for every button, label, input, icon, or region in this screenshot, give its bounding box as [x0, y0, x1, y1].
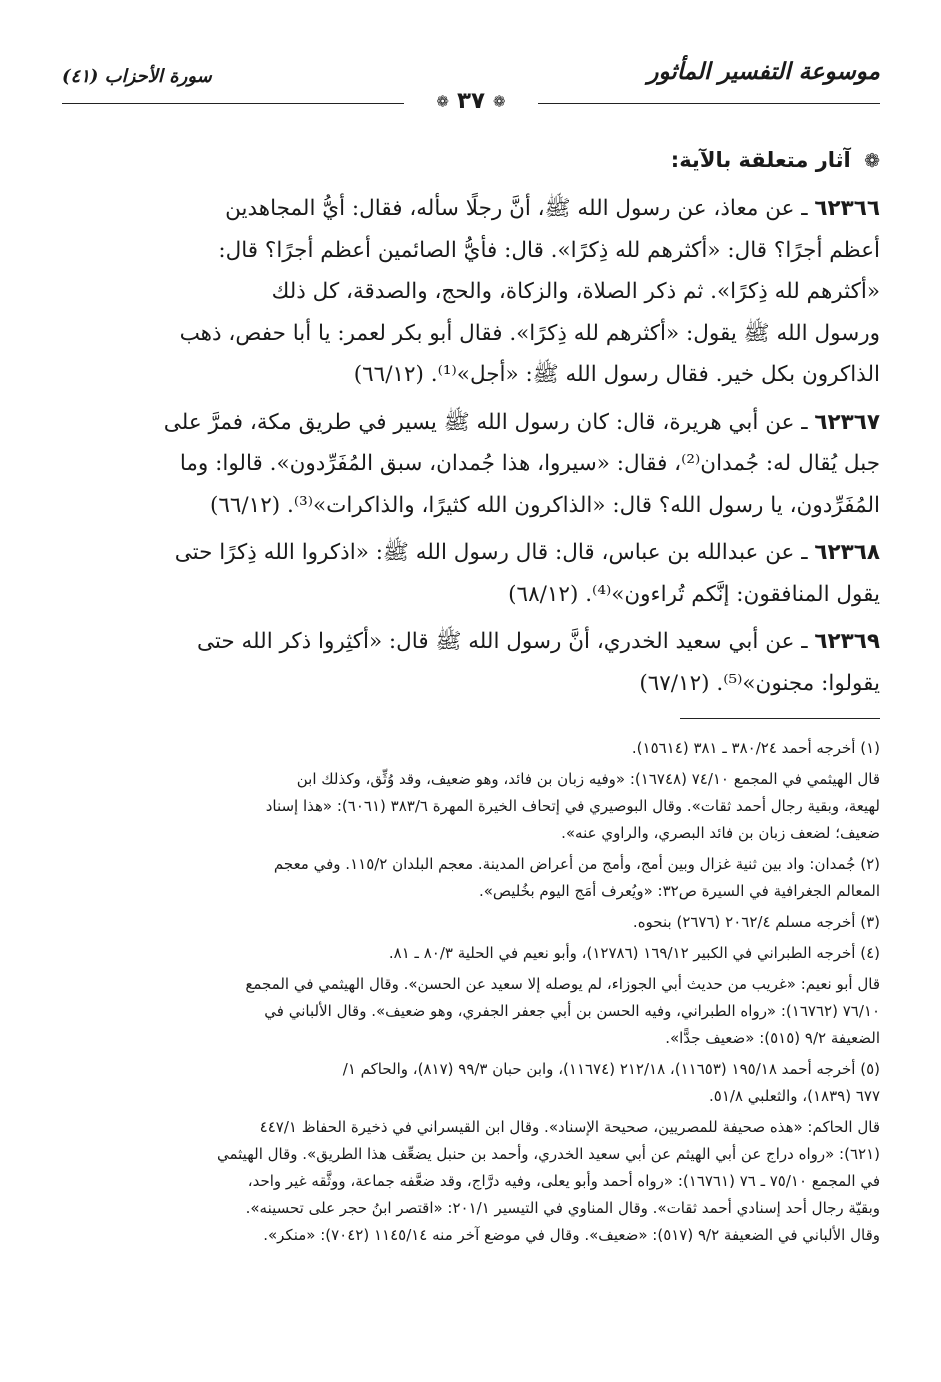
footnote — [62, 971, 880, 1052]
hadith-line — [62, 621, 880, 663]
footnote-line: (٤) أخرجه الطبراني في الكبير ١٦٩/١٢ (١٢٧٨٦)، وأبو نعيم في الحلية ٨٠/٣ ـ ٨١. — [388, 944, 880, 962]
hadith-text: ـ عن أبي سعيد الخدري، أنَّ رسول الله ﷺ قال: «أكثِروا ذكر الله حتى — [196, 629, 808, 654]
hadith-number: ٦٢٣٦٦ — [814, 196, 880, 221]
footnote-line: وبقيّة رجال أحد إسنادي أحمد ثقات». وقال المناوي في التيسير ٢٠١/١: «اقتصر ابنُ حجر على تحسينه». — [245, 1199, 880, 1217]
hadith-block — [62, 532, 880, 615]
hadith-line: أعظم أجرًا؟ قال: «أكثرهم لله ذِكرًا». قال: فأيُّ الصائمين أعظم أجرًا؟ قال: — [218, 237, 880, 263]
footnote — [62, 1114, 880, 1249]
footnote-line: ٦٧٧ (١٨٣٩)، والثعلبي ٥١/٨. — [708, 1087, 880, 1105]
hadith-line — [62, 532, 880, 574]
hadith-line: «أكثرهم لله ذِكرًا». ثم ذكر الصلاة، والزكاة، والحج، والصدقة، كل ذلك — [271, 279, 880, 304]
flower-icon: ❁ — [864, 150, 880, 172]
footnote-line: (١) أخرجه أحمد ٣٨٠/٢٤ ـ ٣٨١ (١٥٦١٤). — [631, 739, 880, 757]
footnote-line: (٥) أخرجه أحمد ١٩٥/١٨ (١١٦٥٣)، ٢١٢/١٨ (١١٦٧٤)، وابن حبان ٩٩/٣ (٨١٧)، والحاكم ١/ — [342, 1060, 880, 1078]
footnote-line: ٧٦/١٠ (١٦٧٦٢): «رواه الطبراني، وفيه الحسن بن أبي جعفر الجفري، وهو ضعيف». وقال الألباني في — [264, 1002, 880, 1020]
hadith-line: الذاكرون بكل خير. فقال رسول الله ﷺ: «أجل»⁽¹⁾. (٦٦/١٢) — [353, 362, 880, 387]
hadith-block — [62, 621, 880, 704]
header-rule-left — [62, 103, 404, 104]
hadith-number: ٦٢٣٦٨ — [814, 540, 880, 565]
page-header — [62, 58, 880, 114]
book-page — [62, 58, 880, 1253]
footnote-line: (٦٢١): «رواه دراج عن أبي الهيثم عن أبي سعيد الخدري، وأحمد بن حنبل يضعِّف هذا الطريق». وقال الهيثمي — [216, 1145, 880, 1163]
hadith-text: ـ عن عبدالله بن عباس، قال: قال رسول الله ﷺ: «اذكروا الله ذِكرًا حتى — [174, 540, 808, 565]
ornament-icon: ❁ — [493, 92, 506, 111]
footnote — [62, 735, 880, 762]
hadith-number: ٦٢٣٦٧ — [814, 409, 880, 435]
hadith-line — [62, 402, 880, 444]
section-heading — [62, 148, 880, 188]
footnote-line: المعالم الجغرافية في السيرة ص٣٢: «ويُعرف أمَج اليوم بخُليص». — [478, 882, 880, 900]
hadith-line: يقول المنافقون: إنَّكم تُراءون»⁽⁴⁾. (٦٨/١٢) — [508, 581, 880, 607]
hadith-number: ٦٢٣٦٩ — [814, 629, 880, 654]
hadith-line: جبل يُقال له: جُمدان⁽²⁾، فقال: «سيروا، هذا جُمدان، سبق المُفَرِّدون». قالوا: وما — [179, 451, 880, 476]
page-number-box — [426, 88, 515, 114]
footnote-line: قال الحاكم: «هذه صحيفة للمصريين، صحيحة الإسناد». وقال ابن القيسراني في ذخيرة الحفاظ ٤٤٧/١ — [259, 1118, 880, 1136]
section-title: آثار متعلقة بالآية: — [670, 148, 851, 172]
footnote-separator — [680, 718, 880, 719]
book-title: موسوعة التفسير المأثور — [647, 58, 880, 85]
hadith-text: ـ عن معاذ، عن رسول الله ﷺ، أنَّ رجلًا سأله، فقال: أيُّ المجاهدين — [225, 196, 808, 221]
hadith-block — [62, 188, 880, 396]
footnote-line: قال الهيثمي في المجمع ٧٤/١٠ (١٦٧٤٨): «وفيه زبان بن فائد، وهو ضعيف، وقد وُثِّق، وكذلك ابن — [296, 770, 880, 788]
hadith-text: ـ عن أبي هريرة، قال: كان رسول الله ﷺ يسير في طريق مكة، فمرَّ على — [163, 409, 808, 435]
hadith-line: المُفَرِّدون، يا رسول الله؟ قال: «الذاكرون الله كثيرًا، والذاكرات»⁽³⁾. (٦٦/١٢) — [209, 492, 880, 518]
hadith-line: ورسول الله ﷺ يقول: «أكثرهم لله ذِكرًا». فقال أبو بكر لعمر: يا أبا حفص، ذهب — [179, 320, 880, 346]
footnote-line: (٣) أخرجه مسلم ٢٠٦٢/٤ (٢٦٧٦) بنحوه. — [632, 913, 880, 931]
page-number: ٣٧ — [456, 88, 486, 114]
footnote — [62, 909, 880, 936]
footnote-line: الضعيفة ٩/٢ (٥١٥): «ضعيف جدًّا». — [665, 1029, 880, 1047]
ornament-icon: ❁ — [436, 92, 449, 111]
surah-label: سورة الأحزاب (٤١) — [62, 66, 212, 87]
footnote — [62, 940, 880, 967]
footnote-line: لهيعة، وبقية رجال أحمد ثقات». وقال البوصيري في إتحاف الخيرة المهرة ٣٨٣/٦ (٦٠٦١): «هذا إسناد — [265, 797, 880, 815]
footnote-line: ضعيف؛ لضعف زبان بن فائد البصري، والراوي عنه». — [561, 824, 880, 842]
footnote — [62, 1056, 880, 1110]
hadith-line: يقولوا: مجنون»⁽⁵⁾. (٦٧/١٢) — [639, 670, 880, 696]
footnote-line: قال أبو نعيم: «غريب من حديث أبي الجوزاء، لم يوصله إلا سعيد عن الحسن». وقال الهيثمي في المجمع — [245, 975, 880, 993]
footnote-line: وقال الألباني في الضعيفة ٩/٢ (٥١٧): «ضعيف». وقال في موضع آخر منه ١١٤٥/١٤ (٧٠٤٢): «منكر». — [263, 1226, 880, 1244]
header-rule-right — [538, 103, 880, 104]
footnote — [62, 851, 880, 905]
footnote-line: (٢) جُمدان: واد بين ثنية غزال وبين أمج، وأمج من أعراض المدينة. معجم البلدان ١١٥/٢. وفي معجم — [273, 855, 880, 873]
hadith-line — [62, 188, 880, 230]
hadith-block — [62, 402, 880, 527]
footnote-line: في المجمع ٧٥/١٠ ـ ٧٦ (١٦٧٦١): «رواه أحمد وأبو يعلى، وفيه درَّاج، وقد ضعَّفه جماعة، ووثَّقه غير واحد، — [247, 1172, 880, 1190]
footnote — [62, 766, 880, 847]
